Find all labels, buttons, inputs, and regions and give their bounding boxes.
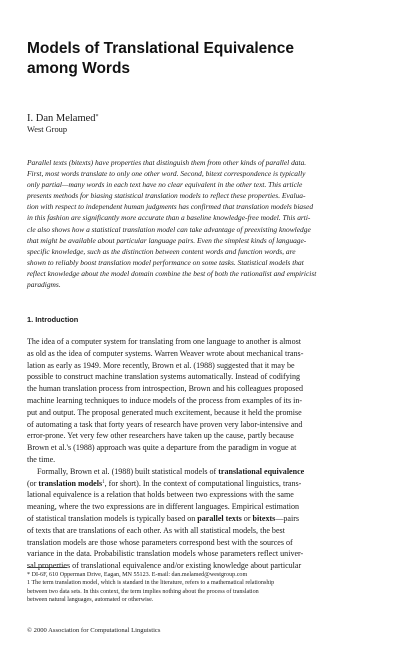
body-line — [27, 478, 373, 490]
abstract-line: First, most words translate to only one other word. Second, bitext correspondence is typically — [27, 169, 306, 179]
footnotes — [27, 571, 373, 605]
author-footnote-mark: * — [95, 114, 99, 120]
abstract-line: that might be available about particular language pairs. Even the simplest kinds of language- — [27, 235, 307, 245]
body-line: put and output. The proposal generated much excitement, because it held the promise — [27, 407, 302, 417]
body-text-run: or — [241, 513, 253, 523]
body-line: sal properties of translational equivalence and/or existing knowledge about particular — [27, 561, 302, 571]
body-line: error-prone. Yet very few other researchers have taken up the cause, partly because — [27, 431, 294, 441]
abstract-line: paradigms. — [27, 280, 61, 290]
footnote-ref: 1 — [102, 479, 105, 485]
body-text-run: —pairs — [275, 513, 300, 523]
body-line: the time. — [27, 454, 56, 464]
term-translational-equivalence: translational equivalence — [218, 466, 305, 476]
article-title — [27, 39, 367, 79]
term-parallel-texts: parallel texts — [197, 513, 242, 523]
body-line: as old as the idea of computer systems. Warren Weaver wrote about mechanical trans- — [27, 348, 304, 358]
body-line: variance in the data. Probabilistic translation models whose parameters reflect univer- — [27, 549, 304, 559]
body-text-run: (or — [27, 478, 39, 488]
title-line: Models of Translational Equivalence — [27, 40, 295, 57]
abstract-line: only partial—many words in each text have no clear equivalent in the other text. This article — [27, 180, 303, 190]
body-line-indented — [27, 466, 373, 478]
footnote-divider — [27, 567, 67, 568]
body-line: The idea of a computer system for translating from one language to another is almost — [27, 337, 301, 346]
body-text-run: of statistical translation models is typically based on — [27, 513, 198, 523]
body-line — [27, 513, 373, 525]
author-name-text: I. Dan Melamed — [27, 113, 96, 124]
title-line: among Words — [27, 60, 131, 77]
body-line: meaning, where the two expressions are in different languages. Empirical estimation — [27, 502, 300, 512]
body-line: translation models are those whose parameters correspond best with the sources of — [27, 537, 293, 547]
abstract-line: cle also shows how a statistical translation model can take advantage of preexisting knowledge — [27, 224, 311, 234]
abstract — [27, 157, 373, 290]
footnote-1-line: 1 The term translation model, which is standard in the literature, refers to a mathematical relationship — [27, 580, 275, 587]
body-line: possible to construct machine translation systems automatically. Instead of codifying — [27, 372, 301, 382]
section-heading: 1. Introduction — [27, 315, 79, 324]
abstract-line: Parallel texts (bitexts) have properties that distinguish them from other kinds of parallel data. — [27, 158, 307, 167]
body-text — [27, 336, 373, 572]
body-line: Brown et al.'s (1988) approach was quite a departure from the paradigm in vogue at — [27, 443, 297, 453]
abstract-line: shown to reliably boost translation model performance on some tasks. Statistical models that — [27, 257, 304, 267]
body-line: lation as early as 1949. More recently, Brown et al. (1988) suggested that it may be — [27, 360, 295, 370]
author-affiliation: West Group — [27, 125, 68, 134]
abstract-line: in this fashion are significantly more accurate than a baseline knowledge-free model. This arti- — [27, 213, 311, 223]
footnote-1-line: between two data sets. In this context, the term implies nothing about the process of translation — [27, 588, 259, 595]
body-text-run: , for short). In the context of computational linguistics, trans- — [104, 478, 302, 488]
abstract-line: specific knowledge, such as the distinction between content words and function words, are — [27, 246, 296, 256]
body-line: the human translation process from introspection, Brown and his colleagues proposed — [27, 384, 303, 394]
term-translation-models: translation models — [38, 478, 103, 488]
body-text-run: Formally, Brown et al. (1988) built statistical models of — [37, 466, 219, 476]
body-line: machine learning techniques to induce models of the process from examples of its in- — [27, 395, 303, 405]
abstract-line: tion with respect to independent human judgments has confirmed that translation models biased — [27, 202, 314, 212]
footnote-author-address: * DI-6F, 610 Opperman Drive, Eagan, MN 55123. E-mail: dan.melamed@westgroup.com — [27, 572, 248, 578]
abstract-line: presents methods for biasing statistical translation models to reflect these properties. Evalua- — [27, 191, 306, 201]
body-line: of automating a task that forty years of research have proven very labor-intensive and — [27, 419, 303, 429]
copyright-notice: © 2000 Association for Computational Linguistics — [27, 627, 161, 634]
body-line: of texts that are translations of each other. As with all statistical models, the best — [27, 525, 285, 535]
abstract-line: reflect knowledge about the model domain combine the best of both the rationalist and empiricist — [27, 268, 317, 278]
body-line: lational equivalence is a relation that holds between two expressions with the same — [27, 490, 294, 500]
footnote-1-line: between natural languages, automated or otherwise. — [27, 597, 154, 604]
term-bitexts: bitexts — [252, 513, 276, 523]
